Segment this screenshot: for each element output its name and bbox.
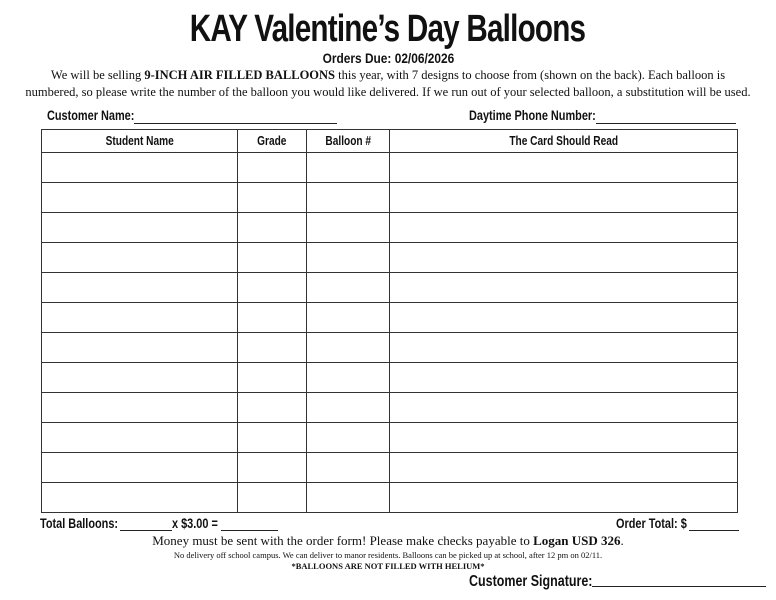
table-row [42,273,738,303]
card-message-cell[interactable] [390,273,738,303]
grade-cell[interactable] [238,213,307,243]
order-table [41,129,738,513]
grade-cell[interactable] [238,303,307,333]
balloon-number-cell[interactable] [307,153,390,183]
student-name-cell[interactable] [42,423,238,453]
subtotal-field[interactable] [221,530,278,531]
card-message-cell[interactable] [390,453,738,483]
card-message-cell[interactable] [390,243,738,273]
grade-cell[interactable] [238,393,307,423]
card-message-cell[interactable] [390,333,738,363]
student-name-cell[interactable] [42,453,238,483]
table-row [42,183,738,213]
card-message-cell[interactable] [390,393,738,423]
card-message-cell[interactable] [390,423,738,453]
card-message-cell[interactable] [390,153,738,183]
card-message-cell[interactable] [390,213,738,243]
customer-name-field[interactable] [134,123,337,124]
table-row [42,393,738,423]
balloon-number-cell[interactable] [307,183,390,213]
column-header-grade: Grade [238,130,307,153]
orders-due-date: Orders Due: 02/06/2026 [322,50,454,66]
student-name-cell[interactable] [42,153,238,183]
card-message-cell[interactable] [390,303,738,333]
phone-number-field[interactable] [596,123,736,124]
column-header-balloon-number: Balloon # [307,130,390,153]
helium-note: *BALLOONS ARE NOT FILLED WITH HELIUM* [291,561,485,571]
total-balloons-field[interactable] [120,530,172,531]
balloon-number-cell[interactable] [307,303,390,333]
balloon-number-cell[interactable] [307,213,390,243]
grade-cell[interactable] [238,423,307,453]
student-name-cell[interactable] [42,213,238,243]
balloon-number-cell[interactable] [307,333,390,363]
grade-cell[interactable] [238,183,307,213]
student-name-cell[interactable] [42,243,238,273]
student-name-cell[interactable] [42,333,238,363]
signature-label: Customer Signature: [469,573,593,590]
table-row [42,363,738,393]
student-name-cell[interactable] [42,183,238,213]
table-header-row [42,130,738,153]
column-header-card-message: The Card Should Read [390,130,738,153]
payee-name: Logan USD 326 [533,533,621,548]
column-header-student-name: Student Name [42,130,238,153]
payment-note: Money must be sent with the order form! Please make checks payable to Logan USD 326. [152,533,624,548]
card-message-cell[interactable] [390,483,738,513]
table-row [42,303,738,333]
grade-cell[interactable] [238,153,307,183]
student-name-cell[interactable] [42,393,238,423]
balloon-number-cell[interactable] [307,273,390,303]
balloon-number-cell[interactable] [307,453,390,483]
order-total-label: Order Total: $ [616,515,687,531]
student-name-cell[interactable] [42,483,238,513]
balloon-number-cell[interactable] [307,243,390,273]
table-row [42,213,738,243]
student-name-cell[interactable] [42,273,238,303]
delivery-note: No delivery off school campus. We can deliver to manor residents. Balloons can be picked up at school, after 12 pm on 02/11. [173,550,603,560]
balloon-number-cell[interactable] [307,393,390,423]
balloon-number-cell[interactable] [307,483,390,513]
grade-cell[interactable] [238,243,307,273]
intro-paragraph: We will be selling 9-INCH AIR FILLED BALLOONS this year, with 7 designs to choose from (shown on the back). Each balloon is numbered, so please write the number of the balloon you would like delivered. If we run out of your selected balloon, a substitution will be used. [25,68,751,99]
price-per-balloon-label: x $3.00 = [172,515,218,531]
card-message-cell[interactable] [390,183,738,213]
balloon-size-emphasis: 9-INCH AIR FILLED BALLOONS [144,68,336,82]
table-row [42,153,738,183]
table-row [42,243,738,273]
order-total-field[interactable] [689,530,739,531]
grade-cell[interactable] [238,333,307,363]
balloon-number-cell[interactable] [307,363,390,393]
student-name-cell[interactable] [42,363,238,393]
table-row [42,483,738,513]
table-row [42,453,738,483]
signature-field[interactable] [592,586,766,587]
grade-cell[interactable] [238,363,307,393]
total-balloons-label: Total Balloons: [40,515,119,531]
student-name-cell[interactable] [42,303,238,333]
phone-number-label: Daytime Phone Number: [469,107,596,123]
table-row [42,333,738,363]
grade-cell[interactable] [238,453,307,483]
customer-name-label: Customer Name: [47,107,135,123]
card-message-cell[interactable] [390,363,738,393]
grade-cell[interactable] [238,273,307,303]
page-title: KAY Valentine’s Day Balloons [190,8,586,50]
grade-cell[interactable] [238,483,307,513]
balloon-number-cell[interactable] [307,423,390,453]
table-row [42,423,738,453]
